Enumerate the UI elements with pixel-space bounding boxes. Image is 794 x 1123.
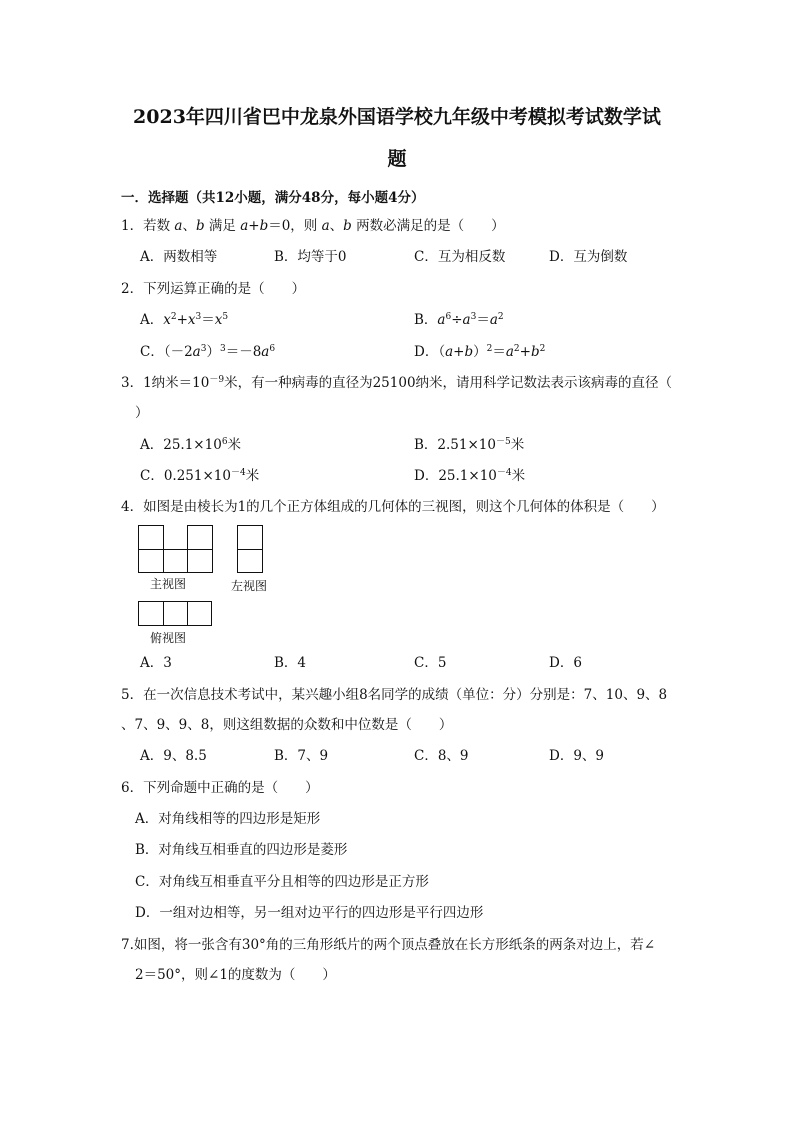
question-3-stem-continued: ） (135, 405, 149, 421)
question-1-option-a: A．两数相等 (140, 249, 218, 265)
question-2-option-b: B．$a^6\div a^3=a^2$ (414, 312, 504, 328)
question-6-option-d: D．一组对边相等，另一组对边平行的四边形是平行四边形 (135, 905, 484, 921)
question-3-option-b: B．$2.51\times 10^{-5}$米 (414, 437, 525, 453)
question-1-option-b: B．均等于0 (274, 249, 347, 265)
top-view-label: 俯视图 (150, 631, 187, 645)
section-heading: 一．选择题（共12小题，满分48分，每小题4分） (121, 190, 425, 206)
question-1-stem: 1．若数 a、b 满足 a+b＝0，则 a、b 两数必满足的是（ ） (121, 218, 505, 234)
question-6-stem: 6．下列命题中正确的是（ ） (121, 780, 319, 796)
question-1-option-d: D．互为倒数 (549, 249, 628, 265)
question-5-option-d: D．9、9 (549, 748, 605, 764)
question-6-option-c: C．对角线互相垂直平分且相等的四边形是正方形 (135, 874, 429, 890)
top-view-figure (138, 601, 212, 626)
question-3-option-d: D．$25.1\times 10^{-4}$米 (414, 468, 526, 484)
left-view-figure (237, 525, 263, 573)
question-6-option-b: B．对角线互相垂直的四边形是菱形 (135, 842, 348, 858)
left-view-label: 左视图 (231, 579, 268, 593)
question-3-option-a: A．$25.1\times 10^6$米 (140, 437, 242, 453)
question-1-option-c: C．互为相反数 (414, 249, 506, 265)
question-2-option-a: A．$x^2+x^3=x^5$ (140, 312, 229, 328)
question-4-stem: 4．如图是由棱长为1的几个正方体组成的几何体的三视图，则这个几何体的体积是（ ） (121, 499, 665, 515)
question-5-stem: 5．在一次信息技术考试中，某兴趣小组8名同学的成绩（单位：分）分别是：7、10、9、8 (121, 687, 668, 703)
question-6-option-a: A．对角线相等的四边形是矩形 (135, 811, 321, 827)
question-2-option-d: D．$(a+b)^2=a^2+b^2$ (414, 344, 546, 360)
question-5-option-b: B．7、9 (274, 748, 329, 764)
question-4-option-a: A．3 (140, 655, 172, 671)
question-2-stem: 2．下列运算正确的是（ ） (121, 281, 306, 297)
question-4-option-d: D．6 (549, 655, 582, 671)
question-2-option-c: C．$(-2a^3)^3=-8a^6$ (140, 344, 276, 360)
page-title: 2023年四川省巴中龙泉外国语学校九年级中考模拟考试数学试 (133, 106, 661, 128)
question-4-option-b: B．4 (274, 655, 307, 671)
question-5-option-a: A．9、8.5 (140, 748, 207, 764)
page-title-continued: 题 (387, 148, 407, 170)
question-3-stem: 3．1纳米$=10^{-9}$米，有一种病毒的直径为25100纳米，请用科学记数法表示该病毒的直径（ (121, 375, 673, 391)
question-5-stem-continued: 、7、9、9、8，则这组数据的众数和中位数是（ ） (121, 717, 453, 733)
question-7-stem: 7.如图，将一张含有30°角的三角形纸片的两个顶点叠放在长方形纸条的两条对边上，若∠ (121, 937, 656, 953)
front-view-label: 主视图 (150, 577, 187, 591)
question-5-option-c: C．8、9 (414, 748, 469, 764)
question-4-option-c: C．5 (414, 655, 447, 671)
front-view-figure (138, 525, 213, 573)
question-3-option-c: C．$0.251\times 10^{-4}$米 (140, 468, 260, 484)
question-7-stem-continued: 2＝50°，则∠1的度数为（ ） (135, 967, 336, 983)
